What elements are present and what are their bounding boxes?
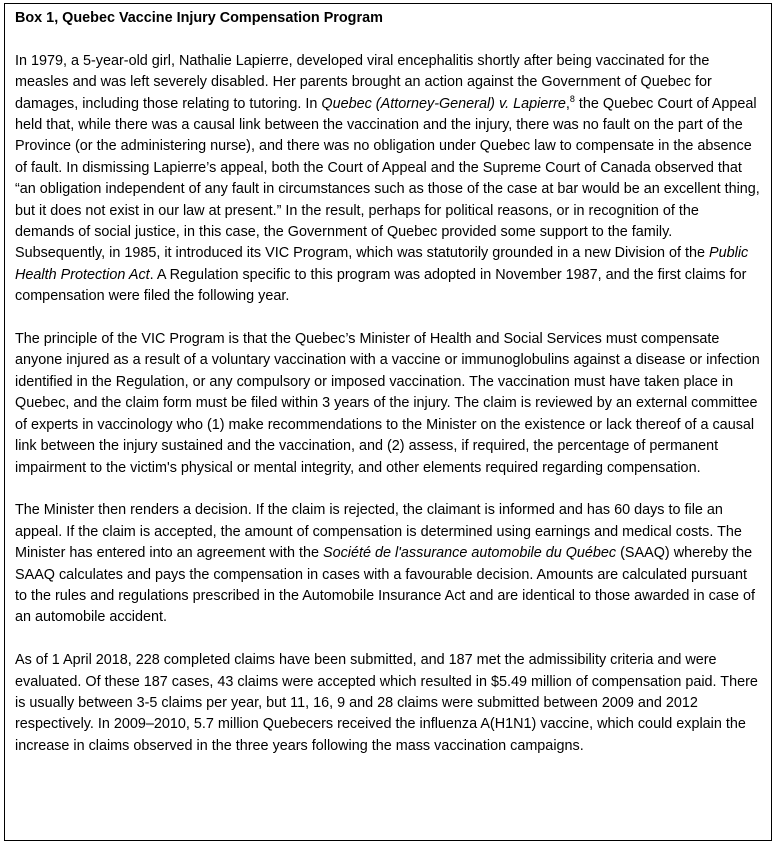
paragraph-claims-statistics: As of 1 April 2018, 228 completed claims have been submitted, and 187 met the admissibility criteria and were evaluated. Of these 187 cases, 43 claims were accepted which resulted in $5.49 million of compensation paid. There is usually between 3-5 claims per year, but 11, 16, 9 and 28 claims were submitted between 2009 and 2012 respectively. In 2009–2010, 5.7 million Quebecers received the influenza A(H1N1) vaccine, which could explain the increase in claims observed in the three years following the mass vaccination campaigns. [15, 652, 758, 754]
footnote-marker[interactable]: 8 [569, 93, 575, 104]
act-name: Public Health Protection Act [15, 245, 749, 283]
paragraph-text: the Quebec Court of Appeal held that, while there was a causal link between the vaccination and the injury, there was no fault on the part of the Province (or the administering nurse), and there was no obligation under Quebec law to compensate in the absence of fault. In dismissing Lapierre’s appeal, both the Court of Appeal and the Supreme Court of Canada observed that “an obligation independent of any fault in circumstances such as those of the case at bar would be an excellent thing, but it does not exist in our law at present.” In the result, perhaps for political reasons, or in recognition of the demands of social justice, in this case, the Government of Quebec provided some support to the family. Subsequently, in 1985, it introduced its VIC Program, which was statutorily grounded in a new Division of the [15, 95, 760, 262]
paragraph-program-principle: The principle of the VIC Program is that the Quebec’s Minister of Health and Social Services must compensate anyone injured as a result of a voluntary vaccination with a vaccine or immunoglobulins against a disease or infection identified in the Regulation, or any compulsory or imposed vaccination. The vaccination must have taken place in Quebec, and the claim form must be filed within 3 years of the injury. The claim is reviewed by an external committee of experts in vaccinology who (1) make recommendations to the Minister on the existence or lack thereof of a causal link between the injury sustained and the vaccination, and (2) assess, if required, the percentage of permanent impairment to the victim's physical or mental integrity, and other elements required regarding compensation. [15, 331, 760, 476]
case-name: Quebec (Attorney-General) v. Lapierre [321, 95, 566, 112]
paragraph-text: , [565, 95, 570, 112]
paragraph-text: In 1979, a 5-year-old girl, Nathalie Lapierre, developed viral encephalitis shortly after being vaccinated for the measles and was left severely disabled. Her parents brought an action against the Government of Quebec for damages, including those relating to tutoring. In [15, 52, 712, 112]
paragraph-text: (SAAQ) whereby the SAAQ calculates and pays the compensation in cases with a favourable decision. Amounts are calculated pursuant to the rules and regulations prescribed in the Automobile Insurance Act and are identical to those awarded in case of an automobile accident. [15, 545, 755, 626]
paragraph-text: The Minister then renders a decision. If the claim is rejected, the claimant is informed and has 60 days to file an appeal. If the claim is accepted, the amount of compensation is determined using earnings and medical costs. The Minister has entered into an agreement with the [15, 502, 742, 562]
organization-name: Société de l'assurance automobile du Québec [322, 545, 617, 562]
paragraph-text: . A Regulation specific to this program was adopted in November 1987, and the first claims for compensation were filed the following year. [15, 266, 747, 305]
paragraph-minister-decision [15, 500, 762, 628]
box-title: Box 1, Quebec Vaccine Injury Compensation Program [15, 10, 383, 26]
paragraph-lapierre-case [15, 51, 762, 308]
text-box [4, 3, 772, 841]
